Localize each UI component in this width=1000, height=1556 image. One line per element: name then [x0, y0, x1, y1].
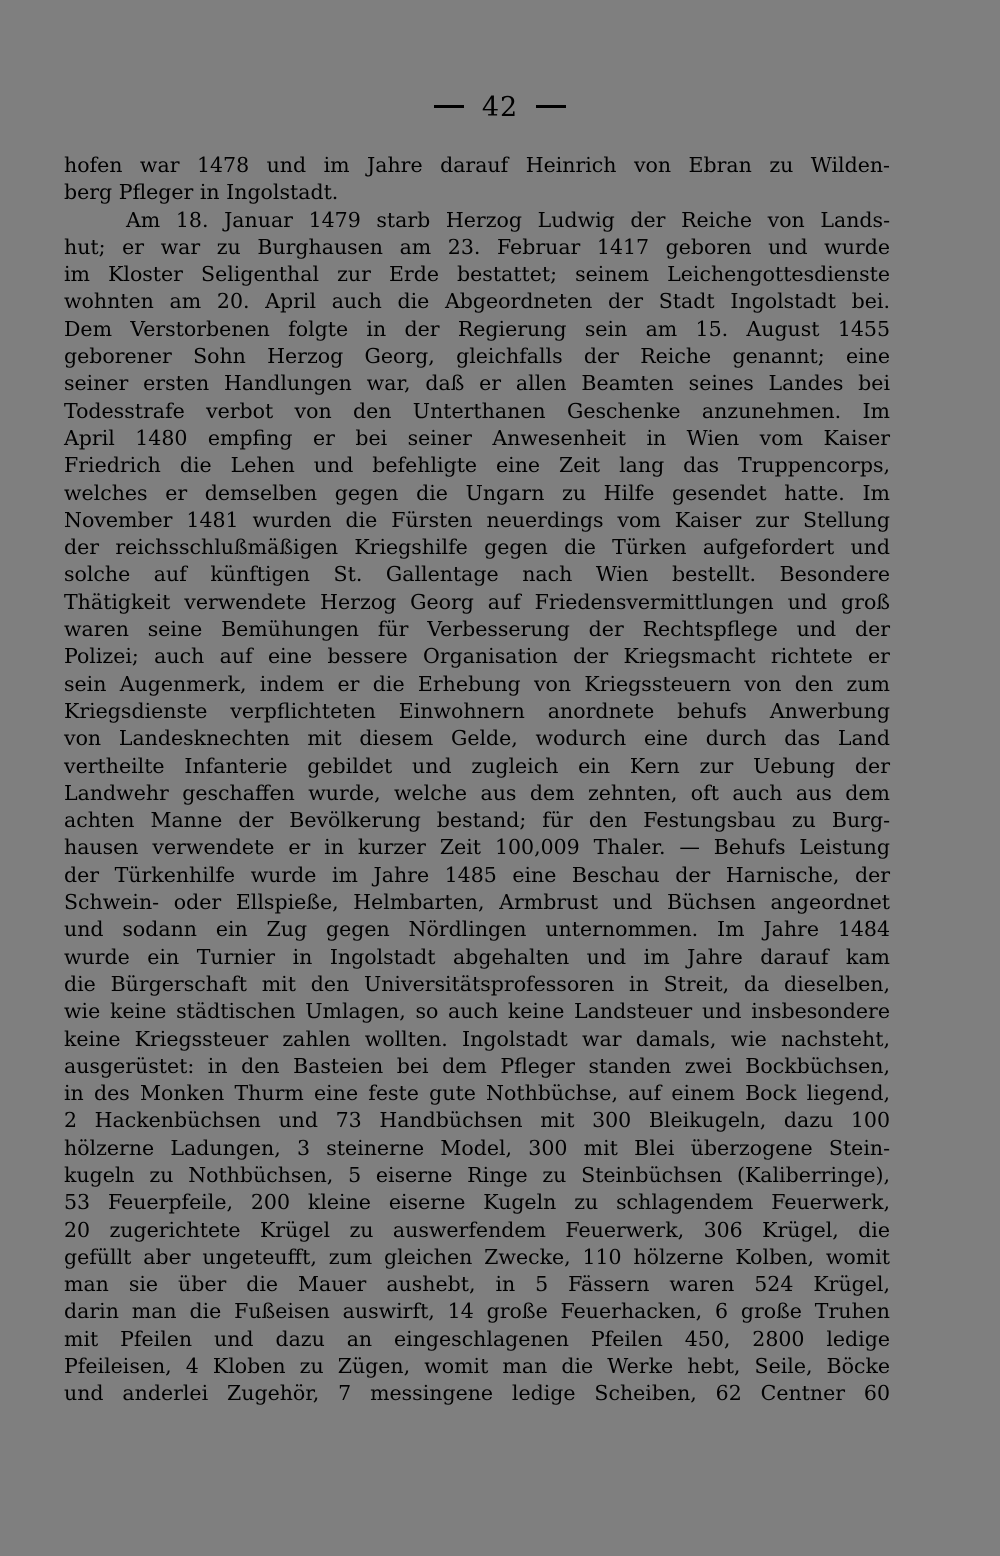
text-line: Polizei; auch auf eine bessere Organisation der Kriegsmacht richtete er — [64, 644, 890, 669]
text-line: in des Monken Thurm eine feste gute Nothbüchse, auf einem Bock liegend, — [64, 1081, 890, 1106]
text-line: hofen war 1478 und im Jahre darauf Heinrich von Ebran zu Wilden- — [64, 153, 890, 177]
page-number — [0, 92, 1000, 123]
text-line: gefüllt aber ungeteufft, zum gleichen Zwecke, 110 hölzerne Kolben, womit — [64, 1244, 890, 1269]
text-line: vertheilte Infanterie gebildet und zugleich ein Kern zur Uebung der — [64, 753, 890, 778]
text-line: achten Manne der Bevölkerung bestand; für den Festungsbau zu Burg- — [64, 808, 890, 833]
text-line: hausen verwendete er in kurzer Zeit 100,009 Thaler. — Behufs Leistung — [64, 835, 890, 860]
text-line: der Türkenhilfe wurde im Jahre 1485 eine Beschau der Harnische, der — [64, 862, 890, 887]
text-line: welches er demselben gegen die Ungarn zu Hilfe gesendet hatte. Im — [64, 480, 890, 505]
page-number-text: 42 — [481, 92, 519, 123]
text-line: man sie über die Mauer aushebt, in 5 Fässern waren 524 Krügel, — [64, 1272, 890, 1297]
text-line: Schwein- oder Ellspieße, Helmbarten, Armbrust und Büchsen angeordnet — [64, 890, 890, 915]
text-line: 53 Feuerpfeile, 200 kleine eiserne Kugeln zu schlagendem Feuerwerk, — [64, 1190, 890, 1215]
text-line: und sodann ein Zug gegen Nördlingen unternommen. Im Jahre 1484 — [64, 917, 890, 942]
text-line: November 1481 wurden die Fürsten neuerdings vom Kaiser zur Stellung — [64, 507, 890, 532]
text-line: berg Pfleger in Ingolstadt. — [64, 180, 339, 205]
dash-right — [536, 105, 566, 108]
text-line: Am 18. Januar 1479 starb Herzog Ludwig der Reiche von Lands- — [126, 207, 890, 232]
text-line: Kriegsdienste verpflichteten Einwohnern anordnete behufs Anwerbung — [64, 698, 890, 723]
text-line: darin man die Fußeisen auswirft, 14 große Feuerhacken, 6 große Truhen — [64, 1299, 890, 1324]
text-line: mit Pfeilen und dazu an eingeschlagenen Pfeilen 450, 2800 ledige — [64, 1326, 890, 1351]
text-line: der reichsschlußmäßigen Kriegshilfe gegen die Türken aufgefordert und — [64, 535, 890, 560]
text-line: wie keine städtischen Umlagen, so auch keine Landsteuer und insbesondere — [64, 999, 890, 1024]
body-text — [64, 152, 890, 1408]
text-line: 2 Hackenbüchsen und 73 Handbüchsen mit 300 Bleikugeln, dazu 100 — [64, 1108, 890, 1133]
text-line: hut; er war zu Burghausen am 23. Februar 1417 geboren und wurde — [64, 234, 890, 259]
text-line: April 1480 empfing er bei seiner Anwesenheit in Wien vom Kaiser — [64, 425, 890, 450]
text-line: Friedrich die Lehen und befehligte eine Zeit lang das Truppencorps, — [64, 453, 890, 478]
text-line: ausgerüstet: in den Basteien bei dem Pfleger standen zwei Bockbüchsen, — [64, 1053, 890, 1078]
text-line: kugeln zu Nothbüchsen, 5 eiserne Ringe zu Steinbüchsen (Kaliberringe), — [64, 1162, 890, 1187]
text-line: waren seine Bemühungen für Verbesserung der Rechtspflege und der — [64, 617, 890, 642]
text-line: von Landesknechten mit diesem Gelde, wodurch eine durch das Land — [64, 726, 890, 751]
text-line: Thätigkeit verwendete Herzog Georg auf Friedensvermittlungen und groß — [64, 589, 890, 614]
text-line: wohnten am 20. April auch die Abgeordneten der Stadt Ingolstadt bei. — [64, 289, 890, 314]
text-line: und anderlei Zugehör, 7 messingene ledige Scheiben, 62 Centner 60 — [64, 1381, 890, 1406]
dash-left — [434, 105, 464, 108]
text-line: im Kloster Seligenthal zur Erde bestattet; seinem Leichengottesdienste — [64, 262, 890, 287]
text-line: keine Kriegssteuer zahlen wollten. Ingolstadt war damals, wie nachsteht, — [64, 1026, 890, 1051]
text-line: Landwehr geschaffen wurde, welche aus dem zehnten, oft auch aus dem — [64, 780, 890, 805]
text-line: hölzerne Ladungen, 3 steinerne Model, 300 mit Blei überzogene Stein- — [64, 1135, 890, 1160]
text-line: Dem Verstorbenen folgte in der Regierung sein am 15. August 1455 — [64, 316, 890, 341]
text-line: 20 zugerichtete Krügel zu auswerfendem Feuerwerk, 306 Krügel, die — [64, 1217, 890, 1242]
text-line: Todesstrafe verbot von den Unterthanen Geschenke anzunehmen. Im — [64, 398, 890, 423]
text-line: wurde ein Turnier in Ingolstadt abgehalten und im Jahre darauf kam — [64, 944, 890, 969]
text-line: geborener Sohn Herzog Georg, gleichfalls der Reiche genannt; eine — [64, 344, 890, 369]
text-line: seiner ersten Handlungen war, daß er allen Beamten seines Landes bei — [64, 371, 890, 396]
text-line: Pfeileisen, 4 Kloben zu Zügen, womit man die Werke hebt, Seile, Böcke — [64, 1354, 890, 1379]
text-line: sein Augenmerk, indem er die Erhebung von Kriegssteuern von den zum — [64, 671, 890, 696]
text-line: solche auf künftigen St. Gallentage nach Wien bestellt. Besondere — [64, 562, 890, 587]
text-line: die Bürgerschaft mit den Universitätsprofessoren in Streit, da dieselben, — [64, 971, 890, 996]
